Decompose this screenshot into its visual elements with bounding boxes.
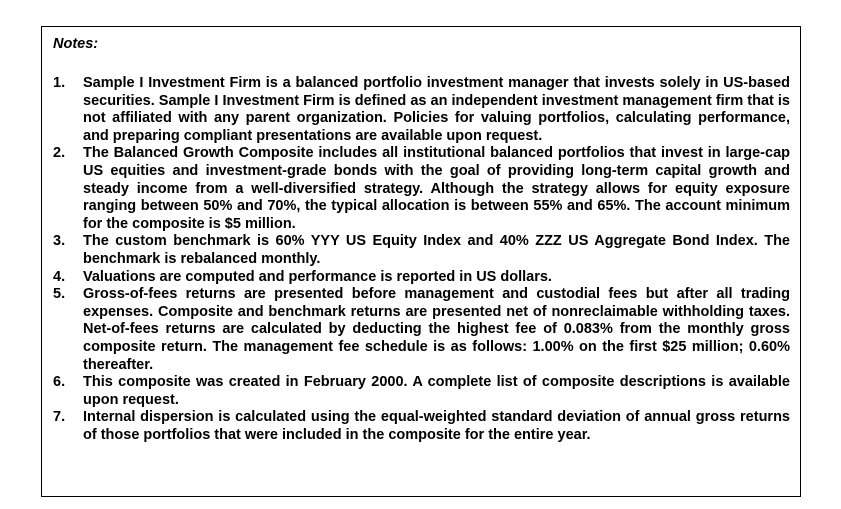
note-text: Internal dispersion is calculated using the equal-weighted standard deviation of annual gross returns of those portfolios that were included in the composite for the entire year.: [83, 409, 790, 443]
note-text: Valuations are computed and performance is reported in US dollars.: [83, 268, 552, 285]
note-number: 2.: [53, 145, 66, 162]
notes-box: [41, 26, 801, 497]
note-item-4: [53, 269, 790, 287]
note-item-6: [53, 374, 790, 409]
note-number: 6.: [53, 374, 66, 391]
note-text: This composite was created in February 2000. A complete list of composite descriptions is available upon request.: [83, 374, 790, 408]
note-item-1: [53, 75, 790, 145]
note-number: 4.: [53, 268, 66, 285]
note-number: 5.: [53, 286, 66, 303]
note-number: 1.: [53, 75, 66, 91]
notes-list: [53, 75, 790, 444]
note-text: The Balanced Growth Composite includes all institutional balanced portfolios that invest in large-cap US equities and investment-grade bonds with the goal of providing long-term capital growth and steady income from a well-diversified strategy. Although the strategy allows for equity exposure ranging between 50% and 70%, the typical allocation is between 55% and 65%. The account minimum for the composite is $5 million.: [83, 145, 790, 232]
notes-title: Notes:: [53, 36, 99, 52]
note-item-3: [53, 233, 790, 268]
note-item-5: [53, 286, 790, 374]
note-number: 7.: [53, 409, 66, 426]
note-text: The custom benchmark is 60% YYY US Equity Index and 40% ZZZ US Aggregate Bond Index. The benchmark is rebalanced monthly.: [83, 233, 790, 267]
note-item-7: [53, 409, 790, 444]
note-text: Sample I Investment Firm is a balanced portfolio investment manager that invests solely in US-based securities. Sample I Investment Firm is defined as an independent investment management firm that is not affiliated with any parent organization. Policies for valuing portfolios, calculating performance, and preparing compliant presentations are available upon request.: [83, 75, 790, 144]
note-number: 3.: [53, 233, 66, 250]
note-text: Gross-of-fees returns are presented before management and custodial fees but after all trading expenses. Composite and benchmark returns are presented net of nonreclaimable withholding taxes. Net-of-fees returns are calculated by deducting the highest fee of 0.083% from the monthly gross composite return. The management fee schedule is as follows: 1.00% on the first $25 million; 0.60% thereafter.: [83, 286, 790, 373]
note-item-2: [53, 145, 790, 233]
